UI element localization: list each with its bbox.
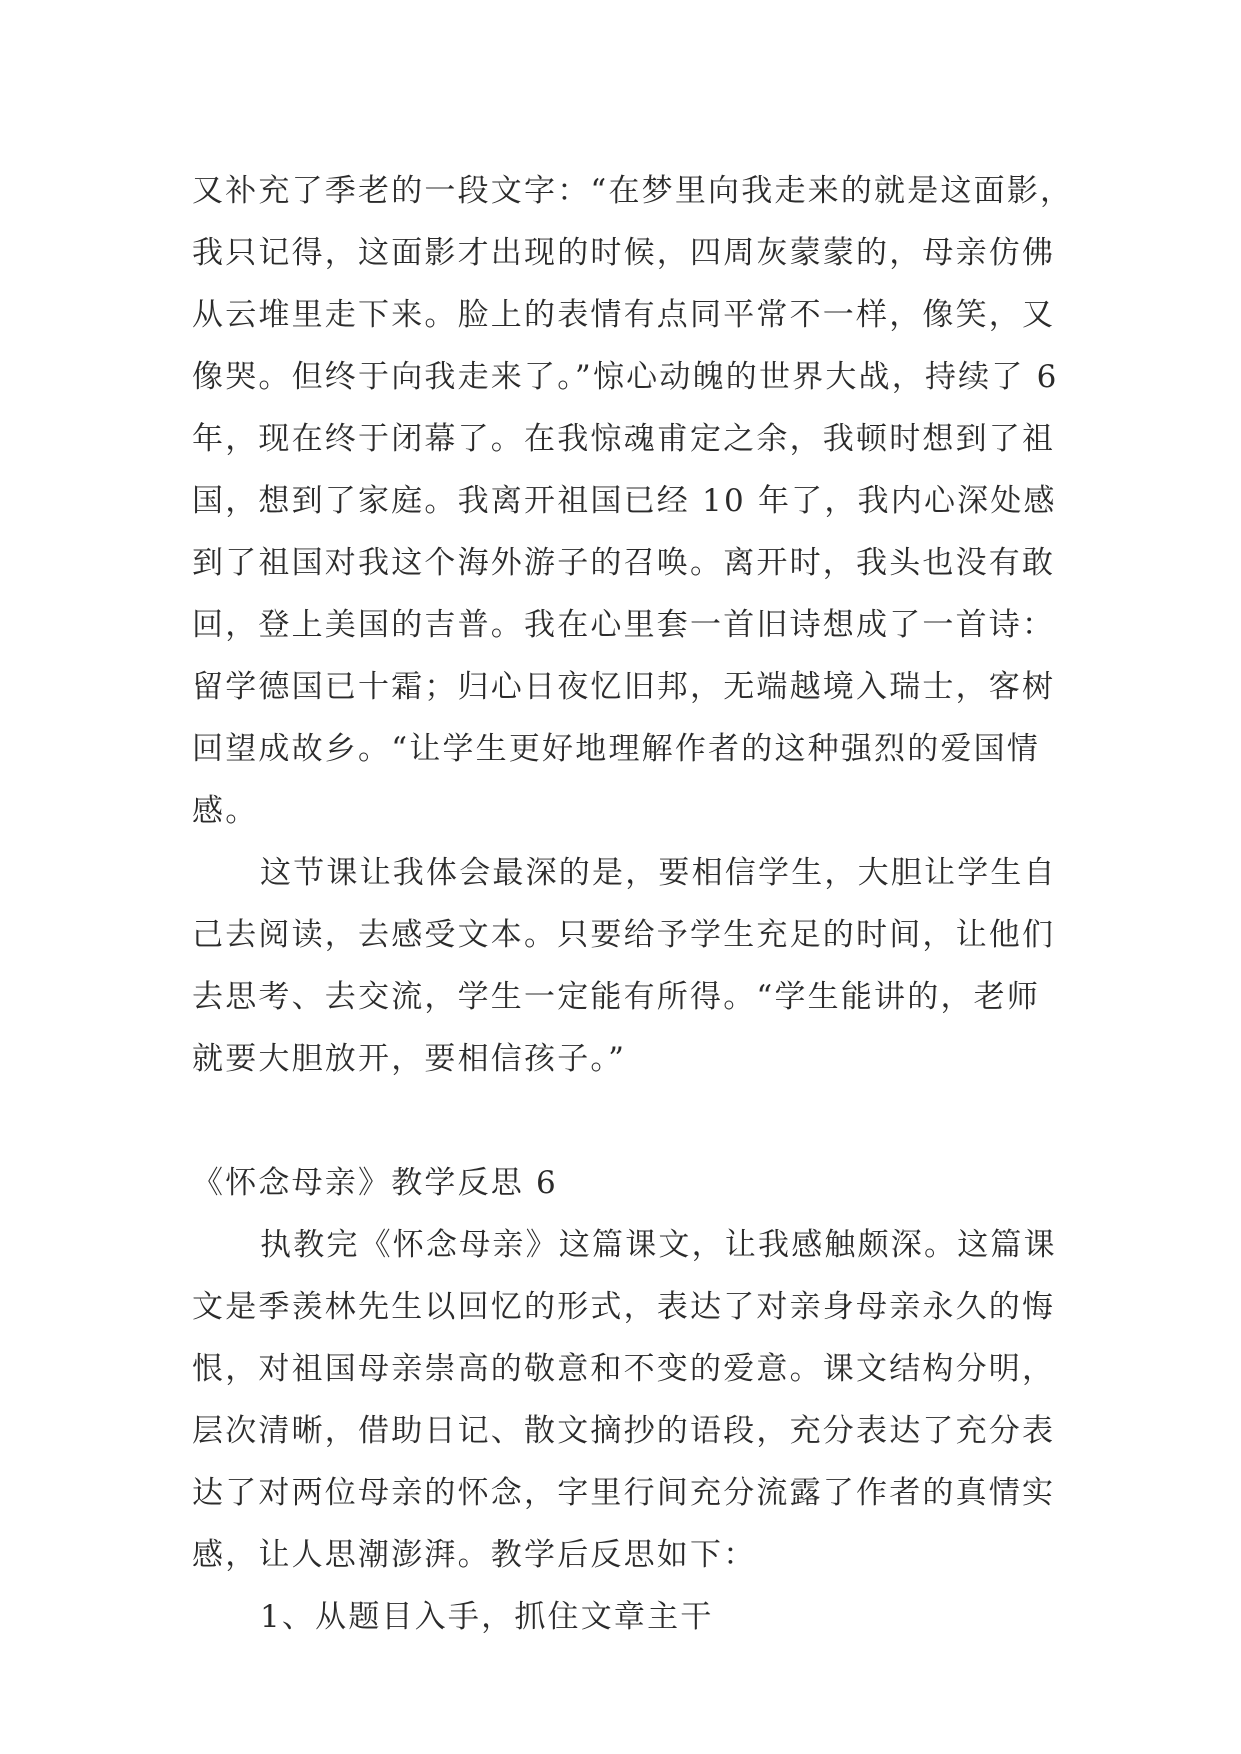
text-line: 国，想到了家庭。我离开祖国已经 10 年了，我内心深处感 — [192, 483, 1057, 519]
text-line: 达了对两位母亲的怀念，字里行间充分流露了作者的真情实 — [192, 1475, 1056, 1511]
text-line: 这节课让我体会最深的是，要相信学生，大胆让学生自 — [260, 855, 1057, 891]
text-line: 年，现在终于闭幕了。在我惊魂甫定之余，我顿时想到了祖 — [192, 421, 1056, 457]
text-line: 就要大胆放开，要相信孩子。” — [192, 1041, 627, 1077]
paragraph-3 — [192, 1214, 1072, 1586]
text-line: 回，登上美国的吉普。我在心里套一首旧诗想成了一首诗： — [192, 607, 1056, 643]
text-line: 感，让人思潮澎湃。教学后反思如下： — [192, 1537, 757, 1573]
text-line: 感。 — [192, 793, 259, 829]
text-line: 文是季羡林先生以回忆的形式，表达了对亲身母亲永久的悔 — [192, 1289, 1056, 1325]
text-line: 我只记得，这面影才出现的时候，四周灰蒙蒙的，母亲仿佛 — [192, 235, 1056, 271]
document-page — [192, 160, 1072, 1648]
text-line: 己去阅读，去感受文本。只要给予学生充足的时间，让他们 — [192, 917, 1056, 953]
text-line: 执教完《怀念母亲》这篇课文，让我感触颇深。这篇课 — [260, 1227, 1057, 1263]
text-line: 去思考、去交流，学生一定能有所得。“学生能讲的，老师 — [192, 979, 1041, 1015]
text-line: 回望成故乡。“让学生更好地理解作者的这种强烈的爱国情 — [192, 731, 1041, 767]
text-line: 恨，对祖国母亲崇高的敬意和不变的爱意。课文结构分明， — [192, 1351, 1056, 1387]
text-line: 留学德国已十霜；归心日夜忆旧邦，无端越境入瑞士，客树 — [192, 669, 1056, 705]
paragraph-2 — [192, 842, 1072, 1090]
text-line: 到了祖国对我这个海外游子的召唤。离开时，我头也没有敢 — [192, 545, 1056, 581]
text-line: 又补充了季老的一段文字：“在梦里向我走来的就是这面影， — [192, 173, 1074, 209]
section-gap — [192, 1090, 1072, 1152]
text-line: 从云堆里走下来。脸上的表情有点同平常不一样，像笑，又 — [192, 297, 1056, 333]
text-line: 像哭。但终于向我走来了。”惊心动魄的世界大战，持续了 6 — [192, 359, 1059, 395]
text-line: 层次清晰，借助日记、散文摘抄的语段，充分表达了充分表 — [192, 1413, 1056, 1449]
paragraph-1 — [192, 160, 1072, 842]
list-item: 1、从题目入手，抓住文章主干 — [260, 1599, 714, 1635]
section-title: 《怀念母亲》教学反思 6 — [192, 1165, 558, 1201]
